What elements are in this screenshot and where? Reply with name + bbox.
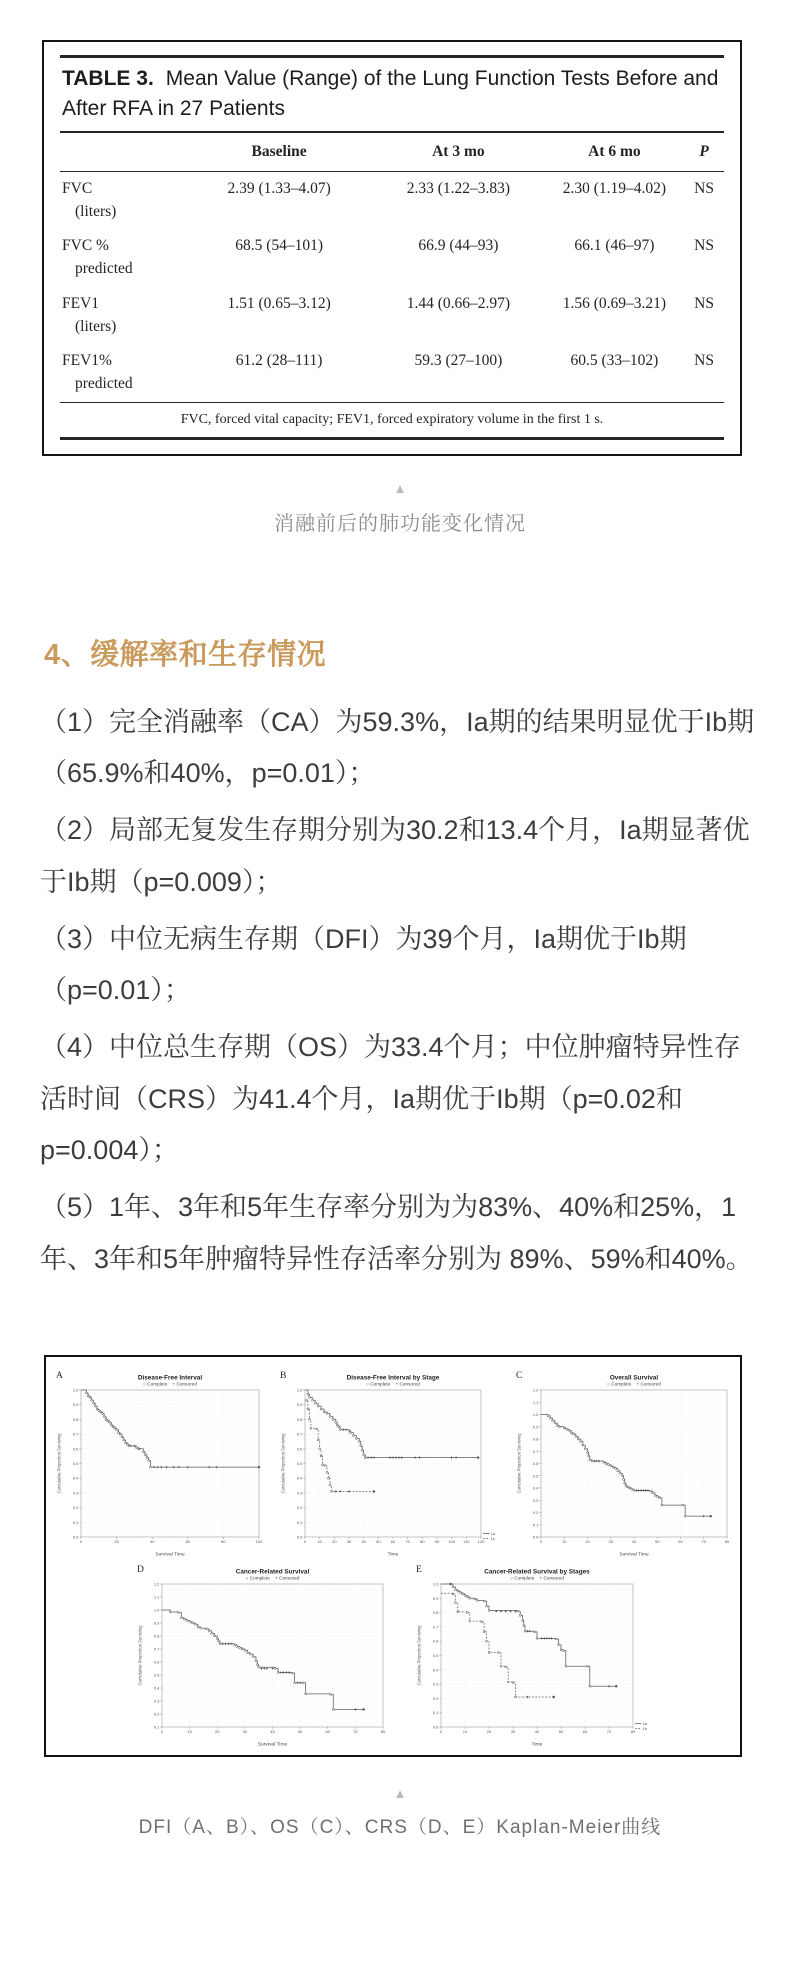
svg-text:0.0: 0.0 <box>432 1724 438 1730</box>
table-row <box>60 229 724 287</box>
svg-text:1.0: 1.0 <box>532 1411 539 1417</box>
paragraph-1: （1）完全消融率（CA）为59.3%，Ia期的结果明显优于Ib期（65.9%和40%，p=0.01）； <box>40 706 755 788</box>
svg-text:0.0: 0.0 <box>296 1534 303 1540</box>
svg-text:0.5: 0.5 <box>153 1672 159 1678</box>
svg-text:80: 80 <box>724 1538 730 1544</box>
svg-text:0.8: 0.8 <box>72 1416 79 1422</box>
km-figure-row-1 <box>54 1369 734 1559</box>
svg-text:0.6: 0.6 <box>153 1659 159 1665</box>
svg-text:10: 10 <box>317 1538 322 1544</box>
svg-text:Cancer-Related Survival by Sta: Cancer-Related Survival by Stages <box>483 1568 590 1576</box>
svg-text:0.2: 0.2 <box>296 1504 303 1510</box>
svg-text:B: B <box>280 1370 287 1381</box>
svg-text:20: 20 <box>332 1538 337 1544</box>
svg-text:10: 10 <box>462 1728 467 1734</box>
svg-text:Disease-Free Interval by Stage: Disease-Free Interval by Stage <box>346 1374 440 1382</box>
svg-text:0.4: 0.4 <box>153 1685 159 1691</box>
svg-text:60: 60 <box>390 1538 396 1544</box>
svg-text:D: D <box>136 1564 144 1575</box>
svg-text:Time: Time <box>531 1742 542 1748</box>
svg-text:0.2: 0.2 <box>432 1695 438 1701</box>
svg-text:0.7: 0.7 <box>296 1431 303 1437</box>
svg-text:0.7: 0.7 <box>532 1448 539 1454</box>
table-cell: 60.5 (33–102) <box>570 352 659 370</box>
km-chart-d <box>135 1563 390 1749</box>
svg-text:80: 80 <box>420 1538 425 1544</box>
svg-text:0.3: 0.3 <box>296 1490 303 1496</box>
svg-text:Survival Time: Survival Time <box>257 1742 287 1748</box>
svg-text:○ Complete + Censored: ○ Complete + Censored <box>245 1575 299 1581</box>
section-body <box>40 697 764 1285</box>
table-header-row <box>60 133 724 172</box>
row-label: FVC % predicted <box>62 237 133 278</box>
column-header-3mo: At 3 mo <box>372 133 545 172</box>
svg-text:0.6: 0.6 <box>296 1446 303 1452</box>
svg-text:0.4: 0.4 <box>296 1475 303 1481</box>
svg-text:0.4: 0.4 <box>72 1475 79 1481</box>
svg-text:60: 60 <box>582 1728 587 1734</box>
svg-text:1.2: 1.2 <box>532 1387 539 1393</box>
table-cell: NS <box>694 294 714 312</box>
svg-text:0.1: 0.1 <box>532 1522 539 1528</box>
svg-text:1.1: 1.1 <box>532 1399 539 1405</box>
table-cell: 68.5 (54–101) <box>235 237 324 255</box>
svg-text:70: 70 <box>405 1538 410 1544</box>
km-chart-c <box>514 1369 734 1559</box>
svg-text:50: 50 <box>558 1728 563 1734</box>
svg-text:0.1: 0.1 <box>432 1710 438 1716</box>
table-cell: 1.56 (0.69–3.21) <box>562 294 667 312</box>
svg-text:0.3: 0.3 <box>72 1490 79 1496</box>
table-cell: 66.9 (44–93) <box>418 237 499 255</box>
svg-text:Survival Time: Survival Time <box>155 1552 185 1558</box>
svg-text:60: 60 <box>678 1538 683 1544</box>
table-row <box>60 287 724 345</box>
svg-text:80: 80 <box>221 1538 226 1544</box>
svg-text:70: 70 <box>701 1538 706 1544</box>
svg-text:E: E <box>415 1564 422 1575</box>
table-cell: 1.44 (0.66–2.97) <box>406 294 511 312</box>
svg-text:80: 80 <box>630 1728 635 1734</box>
table-cell: 61.2 (28–111) <box>235 352 323 370</box>
svg-text:50: 50 <box>376 1538 381 1544</box>
svg-text:30: 30 <box>242 1728 247 1734</box>
svg-text:0.5: 0.5 <box>532 1473 539 1479</box>
table-title-text: Mean Value (Range) of the Lung Function Tests Before and After RFA in 27 Patients <box>62 67 719 120</box>
svg-text:0.4: 0.4 <box>532 1485 539 1491</box>
svg-text:0.3: 0.3 <box>532 1497 539 1503</box>
svg-text:70: 70 <box>352 1728 358 1734</box>
svg-text:110: 110 <box>463 1538 470 1544</box>
paragraph-3: （3）中位无病生存期（DFI）为39个月，Ia期优于Ib期（p=0.01）； <box>40 923 687 1006</box>
svg-text:0.0: 0.0 <box>532 1534 539 1540</box>
svg-text:1b: 1b <box>642 1725 647 1731</box>
table-cell: 2.39 (1.33–4.07) <box>227 179 331 197</box>
svg-text:0.7: 0.7 <box>72 1431 79 1437</box>
svg-text:1.0: 1.0 <box>432 1581 438 1587</box>
svg-text:0.9: 0.9 <box>72 1402 79 1408</box>
svg-text:80: 80 <box>380 1728 385 1734</box>
svg-text:40: 40 <box>361 1538 366 1544</box>
svg-text:0.9: 0.9 <box>432 1595 438 1601</box>
svg-text:0: 0 <box>303 1538 307 1544</box>
triangle-up-icon: ▲ <box>393 1785 407 1801</box>
svg-text:Cumulative Proportion Survivin: Cumulative Proportion Surviving <box>516 1433 522 1494</box>
svg-text:0.2: 0.2 <box>72 1504 79 1510</box>
svg-text:0.9: 0.9 <box>153 1620 159 1626</box>
km-chart-a <box>54 1369 266 1559</box>
svg-text:10: 10 <box>186 1728 192 1734</box>
svg-text:0.3: 0.3 <box>432 1681 438 1687</box>
svg-text:0: 0 <box>79 1538 83 1544</box>
svg-text:0.6: 0.6 <box>72 1446 79 1452</box>
table-cell: NS <box>694 352 714 370</box>
figure-caption-block <box>0 1787 800 1839</box>
svg-text:A: A <box>56 1370 63 1381</box>
row-label: FEV1 (liters) <box>62 294 117 335</box>
column-header-6mo: At 6 mo <box>545 133 684 172</box>
column-header-empty <box>60 133 186 172</box>
svg-text:0.1: 0.1 <box>296 1519 303 1525</box>
svg-text:50: 50 <box>297 1728 302 1734</box>
table-row <box>60 171 724 229</box>
svg-text:Overall Survival: Overall Survival <box>609 1374 659 1382</box>
svg-text:0.2: 0.2 <box>532 1509 539 1515</box>
svg-text:0: 0 <box>439 1728 442 1734</box>
svg-text:60: 60 <box>185 1538 191 1544</box>
svg-text:40: 40 <box>631 1538 637 1544</box>
svg-text:40: 40 <box>269 1728 275 1734</box>
column-header-baseline: Baseline <box>186 133 372 172</box>
paragraph-4: （4）中位总生存期（OS）为33.4个月；中位肿瘤特异性存活时间（CRS）为41.4个月，Ia期优于Ib期（p=0.02和p=0.004）； <box>40 1032 741 1165</box>
table-number-label: TABLE 3. <box>62 67 154 90</box>
svg-text:120: 120 <box>477 1538 485 1544</box>
row-label: FEV1% predicted <box>62 352 133 393</box>
svg-text:90: 90 <box>434 1538 440 1544</box>
svg-text:○ Complete + Censored: ○ Complete + Censored <box>509 1575 564 1581</box>
svg-text:0.5: 0.5 <box>72 1460 79 1466</box>
km-chart-b <box>278 1369 502 1559</box>
svg-text:1.1: 1.1 <box>153 1594 159 1600</box>
table-cell: 2.33 (1.22–3.83) <box>406 179 511 197</box>
svg-text:Survival Time: Survival Time <box>619 1552 649 1558</box>
svg-text:0.6: 0.6 <box>532 1460 539 1466</box>
svg-text:40: 40 <box>149 1538 155 1544</box>
svg-text:0.8: 0.8 <box>432 1609 438 1615</box>
km-figure-row-2 <box>54 1563 734 1749</box>
km-chart-e <box>414 1563 654 1749</box>
paragraph-5: （5）1年、3年和5年生存率分别为为83%、40%和25%，1年、3年和5年肿瘤特异性存活率分别为 89%、59%和40%。 <box>40 1192 753 1274</box>
svg-text:100: 100 <box>255 1538 263 1544</box>
svg-text:20: 20 <box>585 1538 590 1544</box>
table-cell: 59.3 (27–100) <box>414 352 503 370</box>
svg-text:0.0: 0.0 <box>72 1534 79 1540</box>
svg-text:1.0: 1.0 <box>72 1387 79 1393</box>
svg-text:0.3: 0.3 <box>153 1698 159 1704</box>
svg-text:0.1: 0.1 <box>72 1519 79 1525</box>
table-caption: 消融前后的肺功能变化情况 <box>274 512 526 535</box>
svg-text:70: 70 <box>606 1728 611 1734</box>
svg-text:30: 30 <box>510 1728 515 1734</box>
svg-text:0.5: 0.5 <box>432 1652 438 1658</box>
svg-text:50: 50 <box>655 1538 660 1544</box>
table-cell: NS <box>694 179 714 197</box>
svg-text:1.0: 1.0 <box>153 1607 159 1613</box>
table-caption-block <box>0 482 800 536</box>
svg-text:100: 100 <box>448 1538 456 1544</box>
table-cell: 66.1 (46–97) <box>574 237 655 255</box>
svg-text:C: C <box>516 1370 523 1381</box>
svg-text:60: 60 <box>325 1728 330 1734</box>
svg-text:0.9: 0.9 <box>532 1424 539 1430</box>
section-heading: 4、缓解率和生存情况 <box>44 638 327 671</box>
svg-text:1b: 1b <box>490 1535 495 1541</box>
km-figure <box>44 1355 742 1757</box>
svg-text:Disease-Free Interval: Disease-Free Interval <box>137 1374 203 1382</box>
svg-text:0.5: 0.5 <box>296 1460 303 1466</box>
column-header-p: P <box>684 133 724 172</box>
table-cell: 1.51 (0.65–3.12) <box>227 294 331 312</box>
svg-text:0.8: 0.8 <box>532 1436 539 1442</box>
table-cell: NS <box>694 237 714 255</box>
svg-text:1.2: 1.2 <box>153 1581 159 1587</box>
svg-text:10: 10 <box>562 1538 567 1544</box>
svg-text:20: 20 <box>486 1728 491 1734</box>
svg-text:Cumulative Proportion Survivin: Cumulative Proportion Surviving <box>416 1625 421 1686</box>
svg-text:0: 0 <box>539 1538 543 1544</box>
table-row <box>60 344 724 402</box>
svg-text:Cumulative Proportion Survivin: Cumulative Proportion Surviving <box>280 1433 286 1494</box>
svg-text:0.1: 0.1 <box>153 1724 159 1730</box>
svg-text:20: 20 <box>114 1538 119 1544</box>
table-footnote: FVC, forced vital capacity; FEV1, forced expiratory volume in the first 1 s. <box>60 402 724 437</box>
svg-text:0.6: 0.6 <box>432 1638 438 1644</box>
svg-text:40: 40 <box>534 1728 539 1734</box>
svg-text:0.4: 0.4 <box>432 1667 438 1673</box>
svg-text:Cancer-Related Survival: Cancer-Related Survival <box>235 1568 309 1576</box>
table3-figure <box>42 40 742 456</box>
svg-text:Cumulative Proportion Survivin: Cumulative Proportion Surviving <box>137 1625 142 1686</box>
table-title <box>60 58 724 133</box>
triangle-up-icon: ▲ <box>393 480 407 496</box>
lung-function-table <box>60 55 724 440</box>
svg-text:30: 30 <box>608 1538 613 1544</box>
figure-caption: DFI（A、B）、OS（C）、CRS（D、E）Kaplan-Meier曲线 <box>138 1816 662 1838</box>
svg-text:Time: Time <box>387 1552 399 1558</box>
svg-text:0: 0 <box>160 1728 163 1734</box>
svg-text:30: 30 <box>346 1538 352 1544</box>
svg-text:○ Complete + Censored: ○ Complete + Censored <box>143 1381 197 1387</box>
svg-text:0.7: 0.7 <box>432 1624 438 1630</box>
table-cell: 2.30 (1.19–4.02) <box>562 179 667 197</box>
svg-text:○ Complete + Censored: ○ Complete + Censored <box>607 1381 661 1387</box>
svg-text:0.8: 0.8 <box>296 1416 303 1422</box>
svg-text:1a: 1a <box>490 1530 495 1536</box>
svg-text:0.9: 0.9 <box>296 1402 303 1408</box>
svg-text:1a: 1a <box>642 1720 647 1726</box>
svg-text:0.2: 0.2 <box>153 1711 159 1717</box>
svg-text:0.7: 0.7 <box>153 1646 159 1652</box>
svg-text:20: 20 <box>214 1728 219 1734</box>
paragraph-2: （2）局部无复发生存期分别为30.2和13.4个月，Ia期显著优于Ib期（p=0.009）； <box>40 815 750 897</box>
svg-text:Cumulative Proportion Survivin: Cumulative Proportion Surviving <box>56 1433 62 1494</box>
row-label: FVC (liters) <box>62 179 117 220</box>
svg-text:1.0: 1.0 <box>296 1387 303 1393</box>
svg-text:○ Complete + Censored: ○ Complete + Censored <box>366 1381 420 1387</box>
svg-text:0.8: 0.8 <box>153 1633 159 1639</box>
